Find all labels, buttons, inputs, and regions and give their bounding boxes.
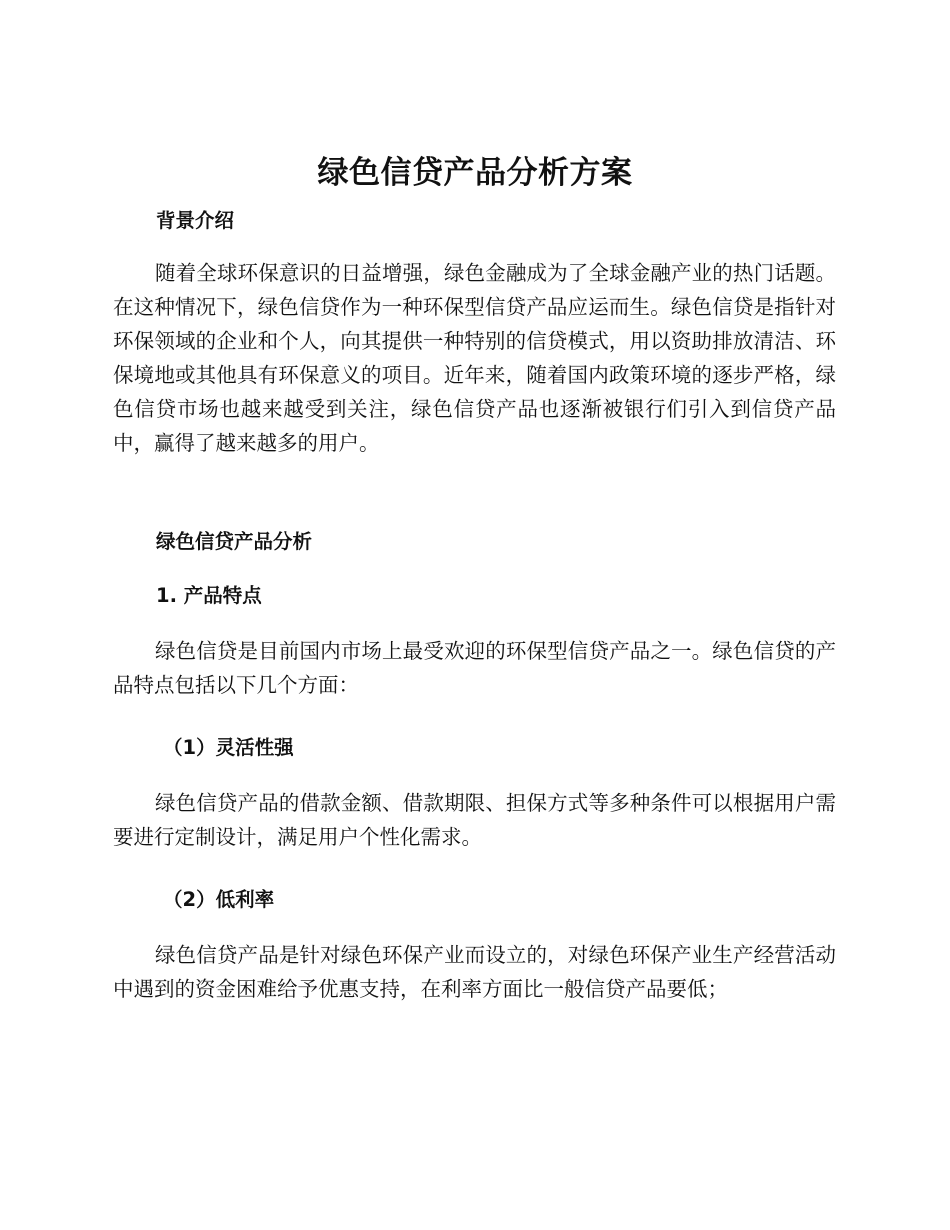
- features-heading: 1. 产品特点: [156, 584, 262, 607]
- background-heading: 背景介绍: [156, 209, 235, 232]
- document-title: 绿色信贷产品分析方案: [317, 155, 633, 191]
- low-rate-paragraph: 绿色信贷产品是针对绿色环保产业而设立的，对绿色环保产业生产经营活动中遇到的资金困难给予优惠支持，在利率方面比一般信贷产品要低；: [113, 943, 836, 1001]
- features-paragraph: 绿色信贷是目前国内市场上最受欢迎的环保型信贷产品之一。绿色信贷的产品特点包括以下几个方面：: [113, 639, 836, 697]
- flexibility-heading: （1）灵活性强: [163, 736, 294, 759]
- background-paragraph: 随着全球环保意识的日益增强，绿色金融成为了全球金融产业的热门话题。在这种情况下，绿色信贷作为一种环保型信贷产品应运而生。绿色信贷是指针对环保领域的企业和个人，向其提供一种特别的信贷模式，用以资助排放清洁、环保境地或其他具有环保意义的项目。近年来，随着国内政策环境的逐步严格，绿色信贷市场也越来越受到关注，绿色信贷产品也逐渐被银行们引入到信贷产品中，赢得了越来越多的用户。: [113, 261, 836, 455]
- low-rate-heading: （2）低利率: [163, 888, 275, 911]
- flexibility-paragraph: 绿色信贷产品的借款金额、借款期限、担保方式等多种条件可以根据用户需要进行定制设计，满足用户个性化需求。: [113, 791, 836, 849]
- analysis-heading: 绿色信贷产品分析: [156, 530, 313, 553]
